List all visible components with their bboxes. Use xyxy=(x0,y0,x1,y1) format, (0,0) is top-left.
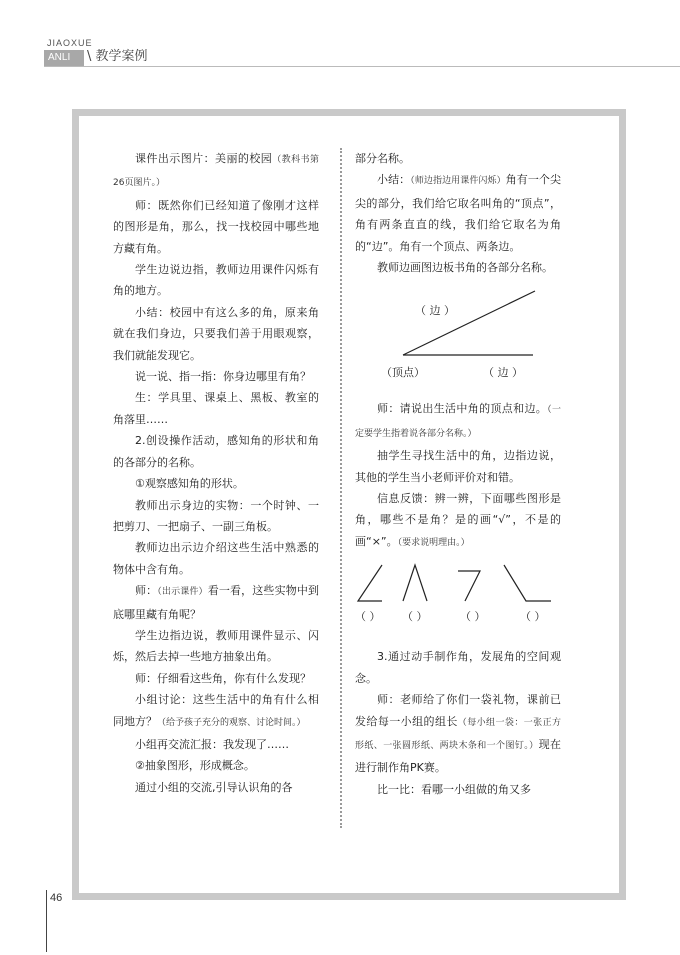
paragraph xyxy=(113,430,319,473)
paragraph xyxy=(113,259,319,302)
paragraph-text: ②抽象图形，形成概念。 xyxy=(135,759,255,773)
right-column-bottom xyxy=(355,646,561,800)
header-rule xyxy=(44,66,680,67)
answer-blank: （ ） xyxy=(520,610,546,624)
angle-diagram xyxy=(355,278,561,398)
paragraph xyxy=(113,537,319,580)
paragraph-text: 学生边指边说，教师用课件显示、闪烁，然后去掉一些地方抽象出角。 xyxy=(113,628,319,664)
angle-diagram-svg xyxy=(355,278,561,398)
paragraph xyxy=(113,473,319,494)
paragraph-text: 教师边画图边板书角的各部分名称。 xyxy=(377,261,553,275)
paragraph-text: 抽学生寻找生活中的角，边指边说，其他的学生当小老师评价对和错。 xyxy=(355,449,561,484)
paragraph xyxy=(355,488,561,554)
page-number: 46 xyxy=(50,892,63,904)
paragraph xyxy=(355,398,561,445)
paragraph xyxy=(355,779,561,800)
paragraph xyxy=(355,169,561,257)
angle-upper-edge xyxy=(403,291,535,355)
paragraph-note: （出示课件） xyxy=(157,587,208,598)
paragraph xyxy=(113,580,319,625)
paragraph-text: 教师出示身边的实物：一个时钟、一把剪刀、一把扇子、一副三角板。 xyxy=(113,498,319,533)
paragraph xyxy=(113,302,319,366)
paragraph-text: ①观察感知角的形状。 xyxy=(135,477,244,491)
paragraph-text: 部分名称。 xyxy=(355,152,410,165)
paragraph xyxy=(355,445,561,488)
paragraph-text: 信息反馈：辨一辨，下面哪些图形是角，哪些不是角？是的画“√”，不是的画“×”。 xyxy=(355,492,561,548)
right-column-middle xyxy=(355,398,561,554)
paragraph-text: 小结：校园中有这么多的角，原来角就在我们身边，只要我们善于用眼观察，我们就能发现它。 xyxy=(113,305,319,362)
paragraph-text: 说一说、指一指：你身边哪里有角？ xyxy=(135,370,311,384)
shape-1-angle xyxy=(358,565,382,601)
page-number-rule xyxy=(46,890,47,952)
paragraph xyxy=(113,777,319,798)
paragraph xyxy=(355,257,561,278)
paragraph-text: 现在进行制作角PK赛。 xyxy=(355,737,561,775)
shapes-exercise-svg xyxy=(355,554,565,646)
paragraph-text: 看一看，这些实物中到底哪里藏有角呢？ xyxy=(113,584,320,621)
paragraph-note: （要求说明理由。） xyxy=(397,537,470,548)
answer-blank: （ ） xyxy=(355,610,381,624)
paragraph-text: 学生边说边指，教师边用课件闪烁有角的地方。 xyxy=(113,263,319,298)
paragraph xyxy=(113,689,319,734)
paragraph xyxy=(113,366,319,387)
paragraph-note: （教科书第26页图片。） xyxy=(113,155,319,189)
paragraph xyxy=(113,734,319,755)
paragraph-text: 角有一个尖尖的部分，我们给它取名叫角的“顶点”，角有两条直直的线，我们给它取名为角的“边”。角有一个顶点、两条边。 xyxy=(355,173,562,253)
paragraph xyxy=(113,668,319,689)
paragraph xyxy=(113,495,319,538)
answer-blank: （ ） xyxy=(460,610,486,624)
paragraph xyxy=(113,755,319,776)
paragraph-note: （一定要学生指着说各部分名称。） xyxy=(355,405,561,439)
section-title: \ 教学案例 xyxy=(87,49,148,64)
paragraph-text: 师：老师给了你们一袋礼物，课前已发给每一小组的组长 xyxy=(355,693,561,728)
paragraph-text: 小组再交流汇报：我发现了…… xyxy=(135,737,289,751)
paragraph-text: 比一比：看哪一小组做的角又多 xyxy=(377,782,531,796)
header-latin-text: JIAOXUE xyxy=(47,38,93,48)
paragraph-note: （师边指边用课件闪烁） xyxy=(410,176,506,187)
paragraph-text: 生：学具里、课桌上、黑板、教室的角落里…… xyxy=(113,391,319,426)
column-divider xyxy=(340,148,342,828)
shape-2-angle xyxy=(403,565,427,601)
paragraph-text: 师：既然你们已经知道了像刚才这样的图形是角，那么，找一找校园中哪些地方藏有角。 xyxy=(113,198,319,255)
right-column-top xyxy=(355,148,561,278)
paragraph-text: 师：仔细看这些角，你有什么发现？ xyxy=(135,671,311,685)
angle-edge-label-top: （ 边 ） xyxy=(415,304,455,318)
header-tag: ANLI xyxy=(44,50,84,66)
paragraph-text: 小结： xyxy=(377,173,411,187)
paragraph-text: 教师边出示边介绍这些生活中熟悉的物体中含有角。 xyxy=(113,541,319,576)
paragraph xyxy=(113,625,319,668)
shape-3-open-figure xyxy=(458,571,480,601)
angle-edge-label-bottom: （ 边 ） xyxy=(483,366,523,380)
shapes-exercise xyxy=(355,554,561,646)
paragraph xyxy=(355,689,561,779)
paragraph xyxy=(113,195,319,259)
left-column xyxy=(113,148,319,798)
paragraph-text: 师：请说出生活中角的顶点和边。 xyxy=(377,402,548,416)
paragraph-note: （每小组一袋：一张正方形纸、一张圆形纸、两块木条和一个图钉。） xyxy=(355,717,561,751)
answer-blank: （ ） xyxy=(402,610,428,624)
paragraph-text: 2.创设操作活动，感知角的形状和角的各部分的名称。 xyxy=(113,434,319,469)
paragraph-note: （给予孩子充分的观察、讨论时间。） xyxy=(157,717,306,728)
paragraph-text: 通过小组的交流,引导认识角的各 xyxy=(135,780,293,794)
shape-4-open-figure xyxy=(504,565,551,601)
paragraph xyxy=(113,387,319,430)
paragraph-text: 师： xyxy=(135,584,158,598)
paragraph-text: 课件出示图片：美丽的校园 xyxy=(135,152,273,165)
paragraph-text: 3.通过动手制作角，发展角的空间观念。 xyxy=(355,650,561,685)
paragraph xyxy=(113,148,319,195)
paragraph xyxy=(355,148,561,169)
right-column xyxy=(355,148,561,800)
paragraph xyxy=(355,646,561,689)
angle-vertex-label: （顶点） xyxy=(381,366,425,380)
paragraph-text: 小组讨论：这些生活中的角有什么相同地方？ xyxy=(113,693,319,728)
